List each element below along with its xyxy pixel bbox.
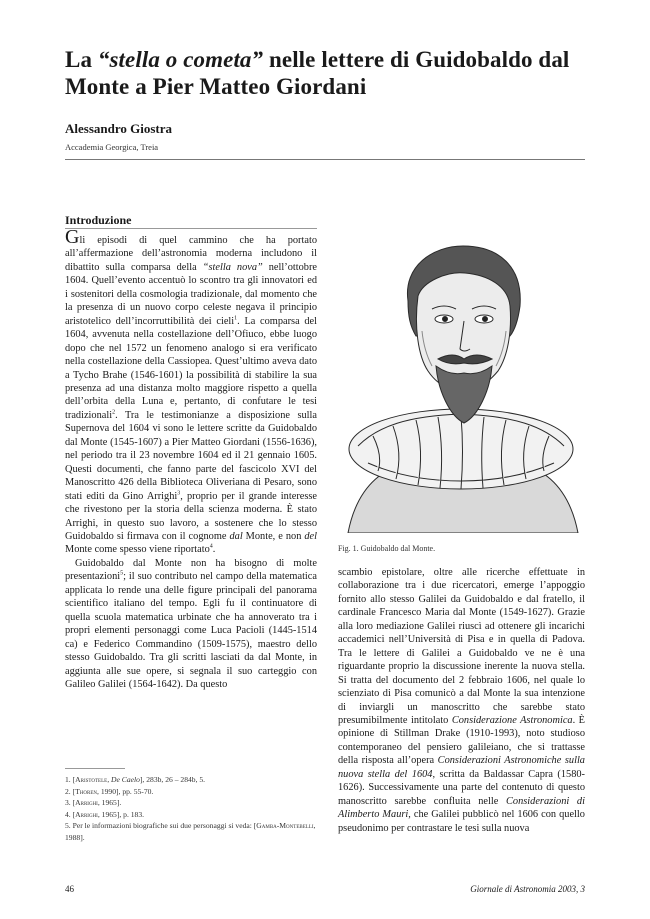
paragraph-continued: scambio epistolare, oltre alle ricerche effettuate in collaborazione tra i due ricercatori, emerge l’appoggio fornito allo stesso Galilei da Guidobaldo e dal fratello, il cardinale Francesco Maria dal Monte (1549-1627). Grazie alla loro mediazione Galilei riuscì ad ottenere gli incarichi accademici nell’Università di Pisa e in quella di Padova. Tra le lettere di Galilei a Guidobaldo ve ne è una riguardante proprio la discussione inerente la nuova stella. Si tratta del documento del 2 febbraio 1606, nel quale lo scienziato di Pisa comunicò a dal Monte la sua intenzione di inviargli un manoscritto che sarebbe stato presumibilmente intitolato Considerazione Astronomica. È opinione di Stillman Drake (1910-1993), noto studioso contemporaneo del pensiero galileiano, che si trattasse della risposta all’opera Considerazioni Astronomiche sulla nuova stella del 1604, scritta da Baldassar Capra (1580-1626). Successivamente una parte del contenuto di questo manoscritto sarebbe confluita nelle Considerazioni di Alimberto Mauri, che Galilei pubblicò nel 1606 con quello pseudonimo per contrastare le tesi sulla nuova: [338, 567, 585, 834]
footnote-item: 1. [Aristotele, De Caelo], 283b, 26 – 284b, 5.: [65, 775, 206, 784]
journal-name: Giornale di Astronomia 2003, 3: [470, 884, 585, 894]
header-divider: [65, 159, 585, 160]
page-number: 46: [65, 884, 74, 894]
footnote-ref[interactable]: 5: [120, 570, 124, 577]
author-affiliation: Accademia Georgica, Treia: [65, 142, 159, 152]
footnote-item: 5. Per le informazioni biografiche sui due personaggi si veda: [Gamba-Montebelli, 1988].: [65, 821, 316, 842]
footnote-ref[interactable]: 2: [112, 409, 116, 416]
footnote-divider: [65, 768, 125, 769]
article-title: La “stella o cometa” nelle lettere di Guidobaldo dal Monte a Pier Matteo Giordani: [65, 47, 570, 99]
footnotes: [65, 774, 317, 843]
footnote-ref[interactable]: 4: [209, 543, 213, 550]
footnote-ref[interactable]: 3: [177, 490, 181, 497]
figure-caption: Fig. 1. Guidobaldo dal Monte.: [338, 544, 436, 553]
footnote-item: 2. [Thoren, 1990], pp. 55-70.: [65, 786, 154, 796]
portrait-figure: [338, 231, 585, 533]
footnote-item: 3. [Arrighi, 1965].: [65, 798, 122, 807]
section-heading: Introduzione: [65, 213, 132, 227]
footnote-item: 4. [Arrighi, 1965], p. 183.: [65, 809, 145, 819]
paragraph-intro: Gli episodi di quel cammino che ha portato all’affermazione dell’astronomia moderna includono il dibattito sulla comparsa della “stella nova” nell’ottobre 1604. Quell’evento accentuò lo scontro tra gli innovatori ed i sostenitori della cosmologia tradizionale, dal momento che la presenza di un nuovo corpo celeste negava il principio aristotelico dell’incorruttibilità dei cieli$^1$. La comparsa del 1604, avvenuta nella costellazione dell’Ofiuco, ebbe luogo dopo che nel 1572 un fenomeno analogo si era verificato nella costellazione della Cassiopea. Quest’ultimo aveva dato a Tycho Brahe (1546-1601) la possibilità di stabilire la sua presenza ad una distanza molto maggiore rispetto a quella dell’orbita della Luna e, pertanto, di confutare le tesi tradizionali$^2$. Tra le testimonianze a disposizione sulla Supernova del 1604 vi sono le lettere scritte da Guidobaldo dal Monte (1545-1607) a Pier Matteo Giordani (1556-1636), nel periodo tra il 23 novembre 1604 ed il 21 gennaio 1605. Questi documenti, che fanno parte del fascicolo XVI del Manoscritto 426 della Biblioteca Oliveriana di Pesaro, sono stati editi da Gino Arrighi$^3$, proprio per il grande interesse che rivestono per la storia della scienza moderna. È stato Arrighi, in questo suo lavoro, a sostenere che lo stesso Guidobaldo si firmava con il cognome dal Monte, e non del Monte come spesso viene riportato$^4$.: [65, 226, 318, 556]
section-divider: [65, 228, 317, 229]
paragraph-guidobaldo: Guidobaldo dal Monte non ha bisogno di molte presentazioni$^5$; il suo contributo nel campo della matematica applicata lo rende una delle figure principali del panorama scientifico italiano del tempo. Egli fu il continuatore di quella scuola matematica urbinate che ha annoverato tra i propri elementi personaggi come Luca Pacioli (1445-1514 ca) e Federico Commandino (1509-1575), maestro dello stesso Guidobaldo. Tra gli scritti lasciati da dal Monte, in aggiunta alle sue opere, si segnala il suo carteggio con Galileo Galilei (1564-1642). Da questo: [65, 557, 317, 690]
body-column-right: [338, 566, 585, 835]
drop-cap: G: [65, 226, 80, 248]
body-column-left: [65, 226, 318, 691]
author-name: Alessandro Giostra: [65, 121, 173, 136]
footnote-ref[interactable]: 1: [234, 315, 238, 322]
